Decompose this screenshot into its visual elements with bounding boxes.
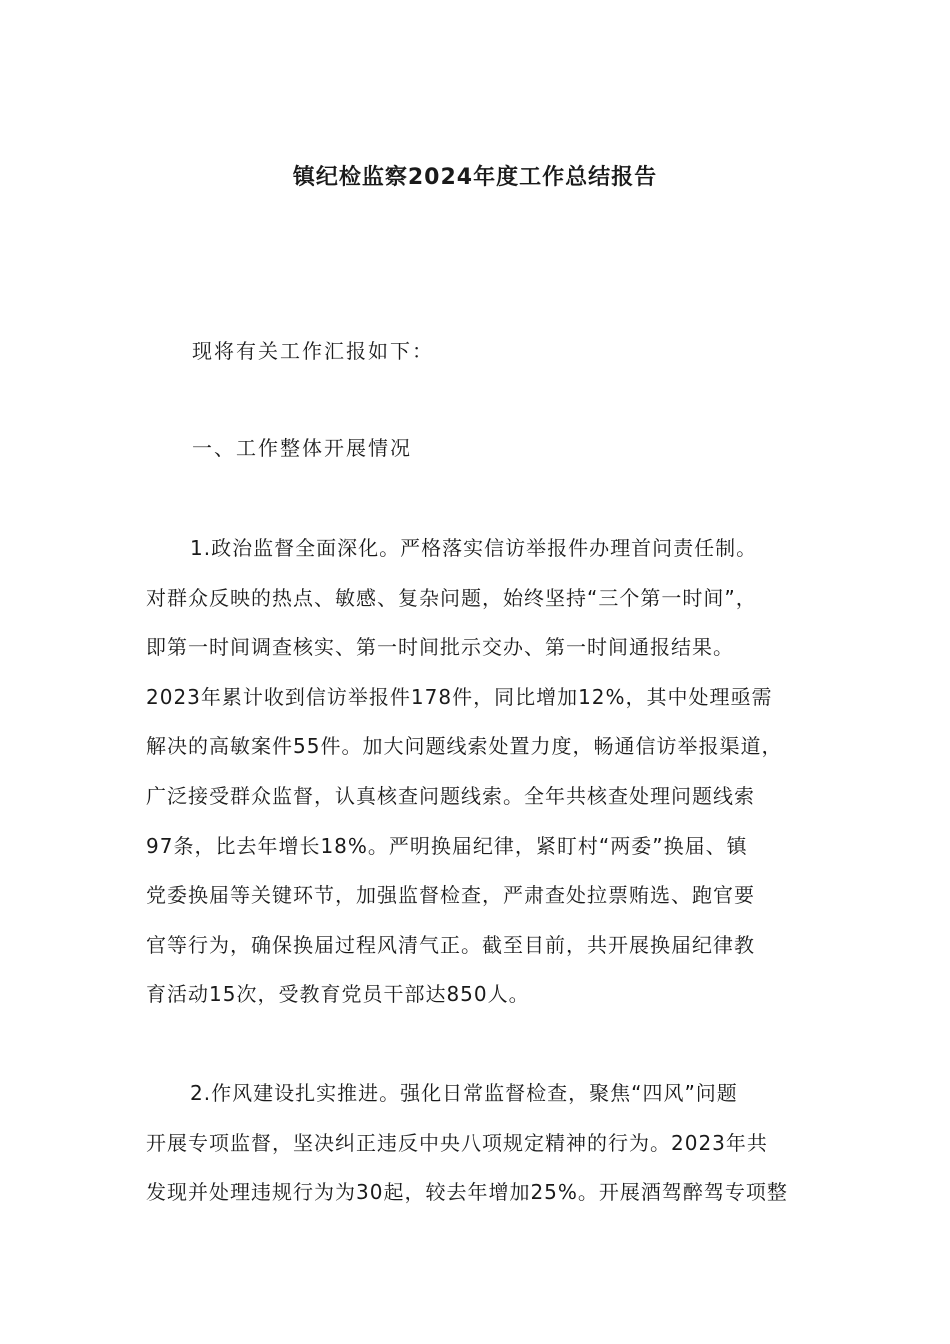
- paragraph-line: 党委换届等关键环节，加强监督检查，严肃查处拉票贿选、跑官要: [146, 883, 755, 908]
- intro-text: 现将有关工作汇报如下：: [192, 339, 434, 363]
- paragraph-line: 即第一时间调查核实、第一时间批示交办、第一时间通报结果。: [146, 635, 734, 660]
- paragraph-line: 2023年累计收到信访举报件178件，同比增加12%，其中处理亟需: [146, 684, 773, 709]
- section-heading-1: 一、工作整体开展情况: [192, 436, 412, 460]
- paragraph-line: 97条，比去年增长18%。严明换届纪律，紧盯村“两委”换届、镇: [146, 833, 748, 858]
- paragraph-line: 开展专项监督，坚决纠正违反中央八项规定精神的行为。2023年共: [146, 1130, 768, 1155]
- document-title: 镇纪检监察2024年度工作总结报告: [292, 165, 658, 190]
- paragraph-line: 对群众反映的热点、敏感、复杂问题，始终坚持“三个第一时间”，: [146, 585, 757, 610]
- paragraph-line: 育活动15次，受教育党员干部达850人。: [146, 982, 530, 1007]
- paragraph-line: 官等行为，确保换届过程风清气正。截至目前，共开展换届纪律教: [146, 932, 755, 957]
- paragraph-work-style: [146, 1078, 836, 1227]
- paragraph-line: 1.政治监督全面深化。严格落实信访举报件办理首问责任制。: [190, 536, 758, 560]
- paragraph-political-supervision: [146, 533, 836, 1029]
- paragraph-line: 广泛接受群众监督，认真核查问题线索。全年共核查处理问题线索: [146, 783, 755, 808]
- paragraph-line: 发现并处理违规行为为30起，较去年增加25%。开展酒驾醉驾专项整: [146, 1180, 788, 1205]
- paragraph-line: 解决的高敏案件55件。加大问题线索处置力度，畅通信访举报渠道，: [146, 734, 783, 759]
- paragraph-line: 2.作风建设扎实推进。强化日常监督检查，聚焦“四风”问题: [190, 1081, 738, 1105]
